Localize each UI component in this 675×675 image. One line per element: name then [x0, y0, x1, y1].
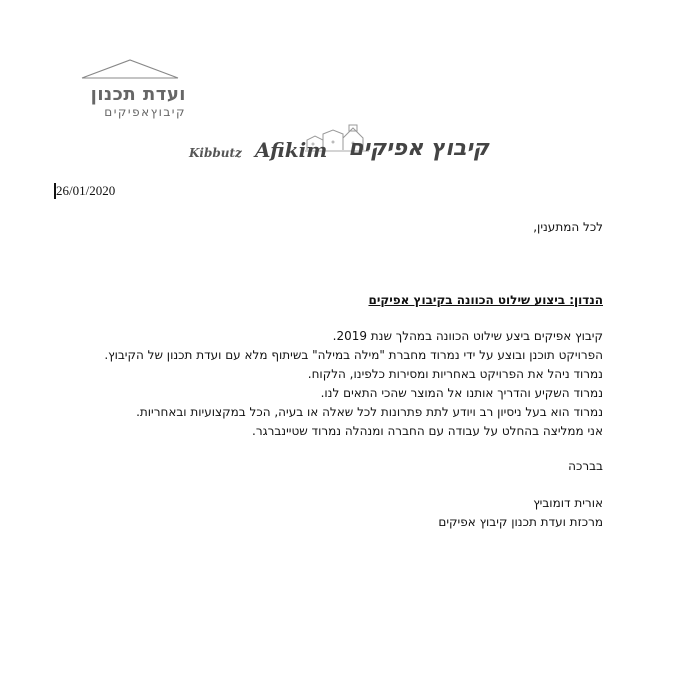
committee-name: ועדת תכנון [90, 84, 186, 105]
greeting: לכל המתענין, [533, 220, 603, 234]
closing: בברכה [568, 459, 603, 473]
roof-icon [80, 58, 180, 82]
body-line: קיבוץ אפיקים ביצע שילוט הכוונה במהלך שנת 2019. [332, 329, 603, 343]
letter-date: 26/01/2020 [56, 183, 116, 198]
body-line: נמרוד השקיע והדריך אותנו אל המוצר שהכי התאים לנו. [320, 386, 603, 400]
signer-title: מרכזת ועדת תכנון קיבוץ אפיקים [438, 515, 603, 529]
committee-subtitle: קיבוץאפיקים [104, 105, 186, 119]
signer-name: אורית דומוביץ [533, 496, 603, 510]
kibbutz-hebrew-name: קיבוץ אפיקים [348, 136, 489, 161]
kibbutz-afikim-logo [185, 124, 495, 168]
letter-subject: הנדון: ביצוע שילוט הכוונה בקיבוץ אפיקים [368, 293, 603, 307]
body-line: הפרויקט תוכנן ובוצע על ידי נמרוד מחברת "מילה במילה" בשיתוף מלא עם ועדת תכנון של הקיבוץ. [104, 348, 603, 362]
body-line: אני ממליצה בהחלט על עבודה עם החברה ומנהלה נמרוד שטיינברגר. [252, 424, 603, 438]
kibbutz-latin-small: Kibbutz [189, 146, 242, 160]
body-line: נמרוד הוא בעל ניסיון רב ויודע לתת פתרונות לכל שאלה או בעיה, הכל במקצועיות ובאחריות. [136, 405, 603, 419]
body-line: נמרוד ניהל את הפרויקט באחריות ומסירות כלפינו, הלקוח. [307, 367, 603, 381]
planning-committee-logo [60, 58, 195, 118]
kibbutz-latin-name: Afikim [255, 138, 328, 162]
